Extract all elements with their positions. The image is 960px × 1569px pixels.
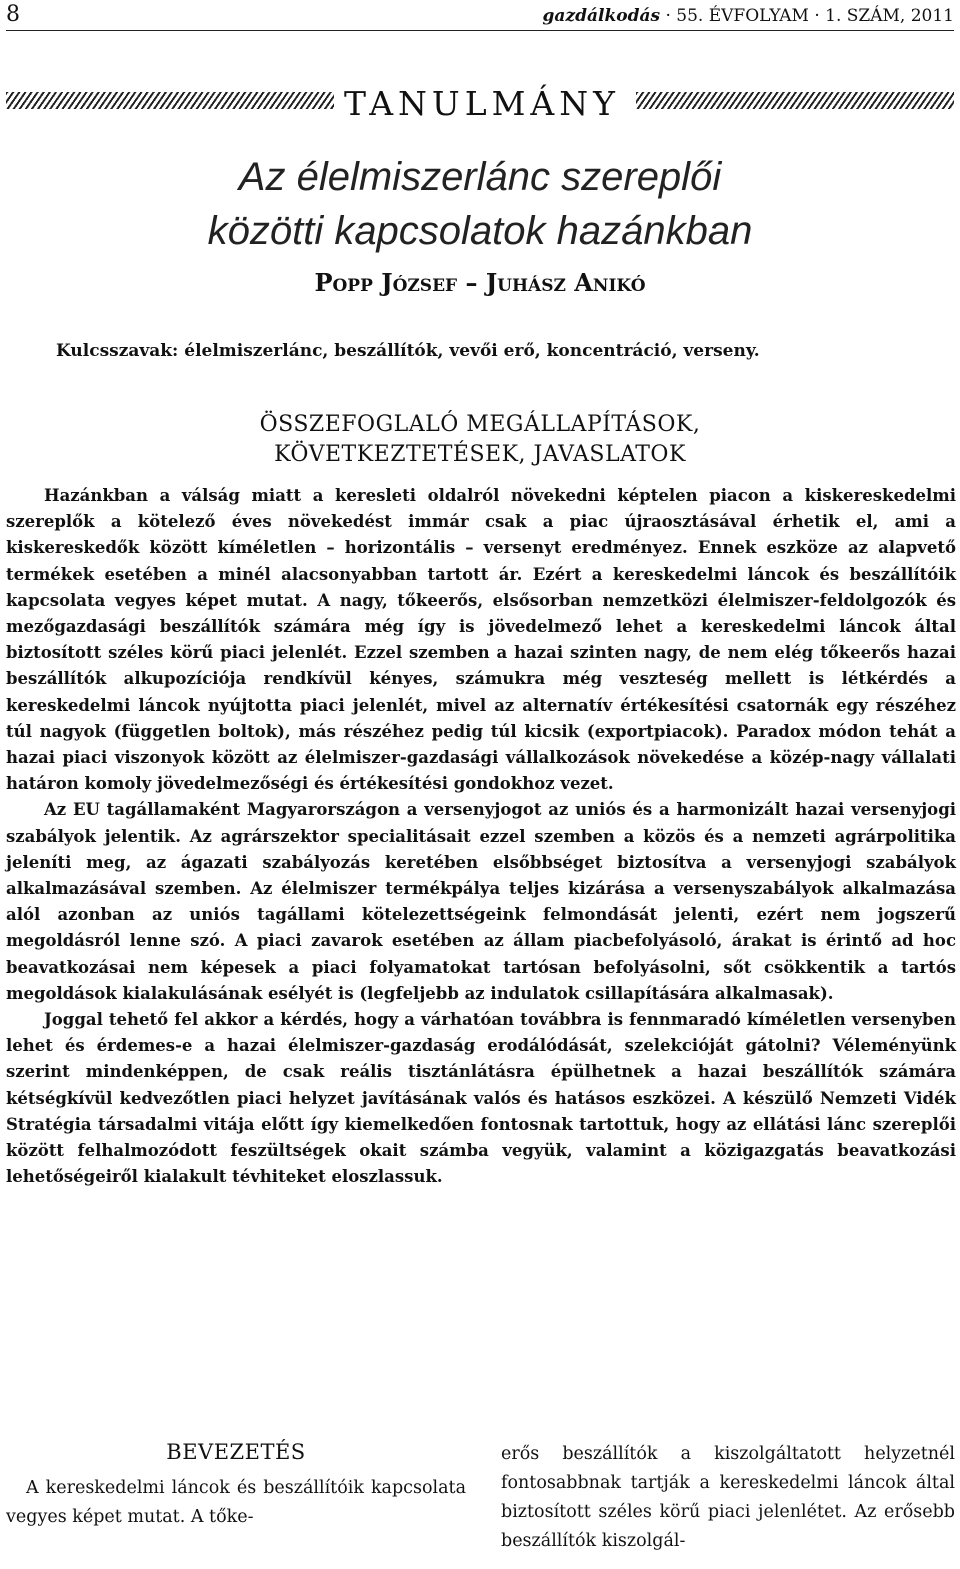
- body-paragraph: erős beszállítók a kiszolgáltatott helyzetnél fontosabbnak tartják a kereskedelmi láncok által biztosított széles körű piaci jelenlétet. Az erősebb beszállítók kiszolgál-: [501, 1444, 955, 1551]
- citation-separator: ·: [814, 6, 820, 26]
- volume-label: 55. ÉVFOLYAM: [676, 6, 809, 26]
- hatch-ornament-right: [636, 92, 954, 109]
- hatch-ornament-left: [6, 92, 334, 109]
- intro-heading: BEVEZETÉS: [166, 1440, 306, 1464]
- abstract-paragraph: Joggal tehető fel akkor a kérdés, hogy a várhatóan továbbra is fennmaradó kíméletlen versenyben lehet és érdemes-e a hazai élelmiszer-gazdaság erodálódását, szelekcióját gátolni? Véleményünk szerint mindenképpen, de csak reális tisztánlátásra épülhetnek a hazai beszállítók számára kétségkívül kedvezőtlen piaci helyzet javításának valós és hatásos eszközei. A készülő Nemzeti Vidék Stratégia társadalmi vitája előtt így kiemelkedően fontosnak tartottuk, hogy az ellátási lánc szereplői között felhalmozódott feszültségek okait számba vegyük, valamint a közigazgatás beavatkozási lehetőségeiről kialakult tévhiteket eloszlassuk.: [6, 1010, 956, 1187]
- summary-heading-line-1: ÖSSZEFOGLALÓ MEGÁLLAPÍTÁSOK,: [259, 412, 701, 437]
- article-title: [0, 150, 960, 258]
- summary-heading-line-2: KÖVETKEZTETÉSEK, JAVASLATOK: [274, 442, 686, 467]
- section-label-bar: [6, 82, 954, 122]
- body-column-left: [6, 1440, 466, 1532]
- abstract-paragraph: Az EU tagállamaként Magyarországon a versenyjogot az uniós és a harmonizált hazai versenyjogi szabályok jelentik. Az agrárszektor specialitásait ezzel szemben a közös és a nemzeti agrárpolitika jeleníti meg, az ágazati szabályozás keretében elsőbbséget biztosítva a versenyjogi szabályok alkalmazásával szemben. Az élelmiszer termékpálya teljes kizárása a versenyszabályok alkalmazása alól azonban az uniós tagállami kötelezettségeink felmondását jelenti, ezért nem jogszerű megoldásról lenne szó. A piaci zavarok esetében az állam piacbefolyásoló, árakat is érintő ad hoc beavatkozásai nem képesek a piaci folyamatokat tartósan befolyásolni, sőt csökkentik a tartós megoldások kialakulásának esélyét is (legfeljebb az indulatok csillapítására alkalmasak).: [6, 800, 956, 1003]
- keywords-line: Kulcsszavak: élelmiszerlánc, beszállítók, vevői erő, koncentráció, verseny.: [56, 341, 760, 361]
- running-header: [6, 0, 954, 28]
- journal-citation: [543, 6, 954, 26]
- abstract: [6, 483, 956, 1190]
- body-paragraph: A kereskedelmi láncok és beszállítóik kapcsolata vegyes képet mutat. A tőke-: [6, 1478, 466, 1527]
- citation-separator: ·: [665, 6, 671, 26]
- journal-name: gazdálkodás: [542, 6, 661, 26]
- article-authors: Popp József – Juhász Anikó: [314, 268, 646, 297]
- header-divider: [6, 30, 954, 31]
- title-line-2: közötti kapcsolatok hazánkban: [207, 209, 753, 253]
- issue-label: 1. SZÁM, 2011: [825, 6, 954, 26]
- section-label: TANULMÁNY: [344, 84, 620, 123]
- abstract-paragraph: Hazánkban a válság miatt a keresleti oldalról növekedni képtelen piacon a kiskereskedelmi szereplők a kötelező éves növekedést immár csak a piac újraosztásával érhetik el, ami a kiskereskedők között kíméletlen – horizontális – versenyt eredményez. Ennek eszköze az alapvető termékek esetében a minél alacsonyabban tartott ár. Ezért a kereskedelmi láncok és beszállítóik kapcsolata vegyes képet mutat. A nagy, tőkeerős, elsősorban nemzetközi élelmiszer-feldolgozók és mezőgazdasági beszállítók számára még így is jövedelmező lehet a kereskedelmi láncok által biztosított széles körű piaci jelenlét. Ezzel szemben a hazai szinten nagy, de nem elég tőkeerős hazai beszállítók alkupozíciója rendkívül kényes, számukra még veszteség mellett is létkérdés a kereskedelmi láncok nyújtotta piaci jelenlét, mivel az alternatív értékesítési csatornák egy részéhez túl nagyok (független boltok), más részéhez pedig túl kicsik (exportpiacok). Paradox módon tehát a hazai piaci viszonyok között az élelmiszer-gazdasági vállalkozások növekedése a közép-nagy vállalati határon komoly jövedelmezőségi és értékesítési gondokhoz vezet.: [6, 486, 956, 794]
- summary-heading: [0, 410, 960, 470]
- title-line-1: Az élelmiszerlánc szereplői: [238, 155, 722, 199]
- page-number: 8: [6, 2, 20, 27]
- body-column-right: [501, 1440, 955, 1556]
